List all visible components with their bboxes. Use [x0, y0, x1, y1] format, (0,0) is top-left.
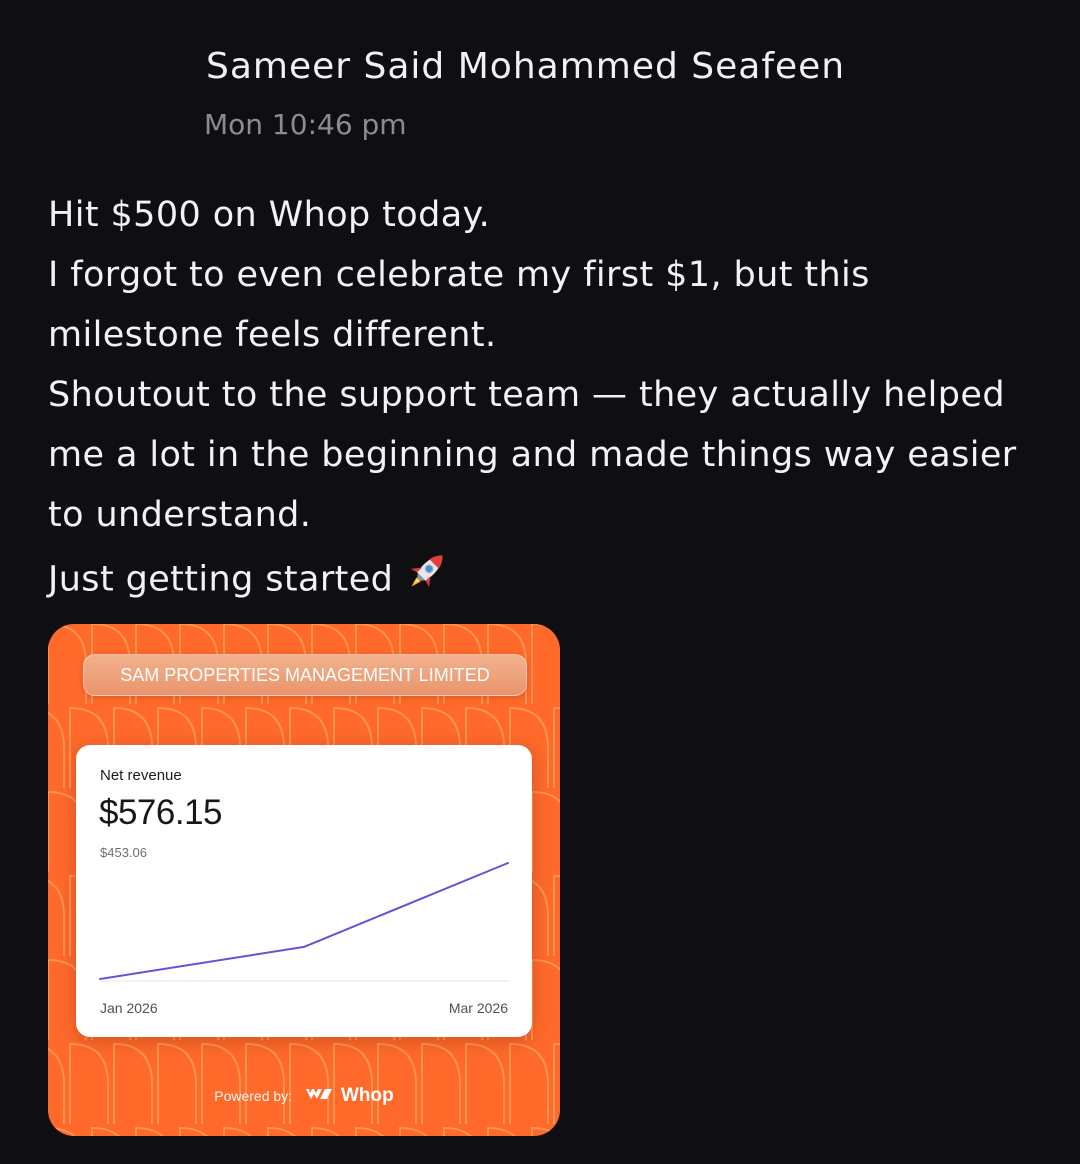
- post-line-6: to understand.: [48, 495, 312, 535]
- post-line-2: I forgot to even celebrate my first $1, but this: [48, 255, 870, 295]
- pattern-arch: [48, 708, 64, 788]
- pattern-arch: [356, 1128, 394, 1136]
- x-tick-label-start: Jan 2026: [100, 1000, 158, 1016]
- post-timestamp: Mon 10:46 pm: [204, 108, 407, 141]
- post-line-7: Just getting started: [48, 559, 394, 600]
- revenue-share-card[interactable]: [48, 624, 560, 1136]
- pattern-arch: [48, 876, 64, 956]
- pattern-arch: [114, 1044, 152, 1124]
- powered-by-footer: [48, 1085, 560, 1107]
- pattern-arch: [202, 1044, 240, 1124]
- pattern-arch: [334, 1044, 372, 1124]
- previous-revenue-value: $453.06: [100, 845, 147, 860]
- pattern-arch: [158, 1044, 196, 1124]
- pattern-arch: [180, 1128, 218, 1136]
- pattern-arch: [48, 1044, 64, 1124]
- post-line-7-wrap: [48, 545, 1048, 605]
- pattern-arch: [532, 792, 560, 872]
- whop-logo-icon: [305, 1086, 333, 1107]
- rocket-icon: [401, 545, 453, 616]
- post-line-5: me a lot in the beginning and made things way easier: [48, 435, 1017, 475]
- pattern-arch: [224, 1128, 262, 1136]
- pattern-arch: [532, 624, 560, 704]
- pattern-arch: [92, 1128, 130, 1136]
- company-name-badge: SAM PROPERTIES MANAGEMENT LIMITED: [83, 654, 527, 696]
- pattern-arch: [510, 1044, 548, 1124]
- pattern-arch: [554, 708, 560, 788]
- powered-by-label: Powered by:: [214, 1088, 293, 1104]
- x-tick-label-end: Mar 2026: [448, 1000, 508, 1016]
- pattern-arch: [400, 1128, 438, 1136]
- chart-series-line: [100, 863, 508, 979]
- net-revenue-label: Net revenue: [100, 767, 182, 784]
- pattern-arch: [268, 1128, 306, 1136]
- pattern-arch: [532, 960, 560, 1040]
- post-line-4: Shoutout to the support team — they actually helped: [48, 375, 1005, 415]
- whop-brand-name[interactable]: Whop: [340, 1085, 394, 1106]
- post-author[interactable]: Sameer Said Mohammed Seafeen: [206, 46, 846, 87]
- pattern-arch: [466, 1044, 504, 1124]
- pattern-arch: [290, 1044, 328, 1124]
- revenue-line-chart: [76, 745, 532, 1037]
- post-body: [48, 185, 1048, 605]
- pattern-arch: [422, 1044, 460, 1124]
- post-line-3: milestone feels different.: [48, 315, 497, 355]
- pattern-arch: [488, 1128, 526, 1136]
- pattern-arch: [246, 1044, 284, 1124]
- pattern-arch: [444, 1128, 482, 1136]
- net-revenue-value: $576.15: [99, 793, 223, 832]
- net-revenue-panel: [76, 745, 532, 1037]
- post-line-1: Hit $500 on Whop today.: [48, 195, 491, 235]
- pattern-arch: [136, 1128, 174, 1136]
- pattern-arch: [532, 1128, 560, 1136]
- pattern-arch: [554, 1044, 560, 1124]
- pattern-arch: [48, 1128, 86, 1136]
- pattern-arch: [378, 1044, 416, 1124]
- pattern-arch: [48, 624, 86, 704]
- pattern-arch: [554, 876, 560, 956]
- pattern-arch: [70, 1044, 108, 1124]
- pattern-arch: [312, 1128, 350, 1136]
